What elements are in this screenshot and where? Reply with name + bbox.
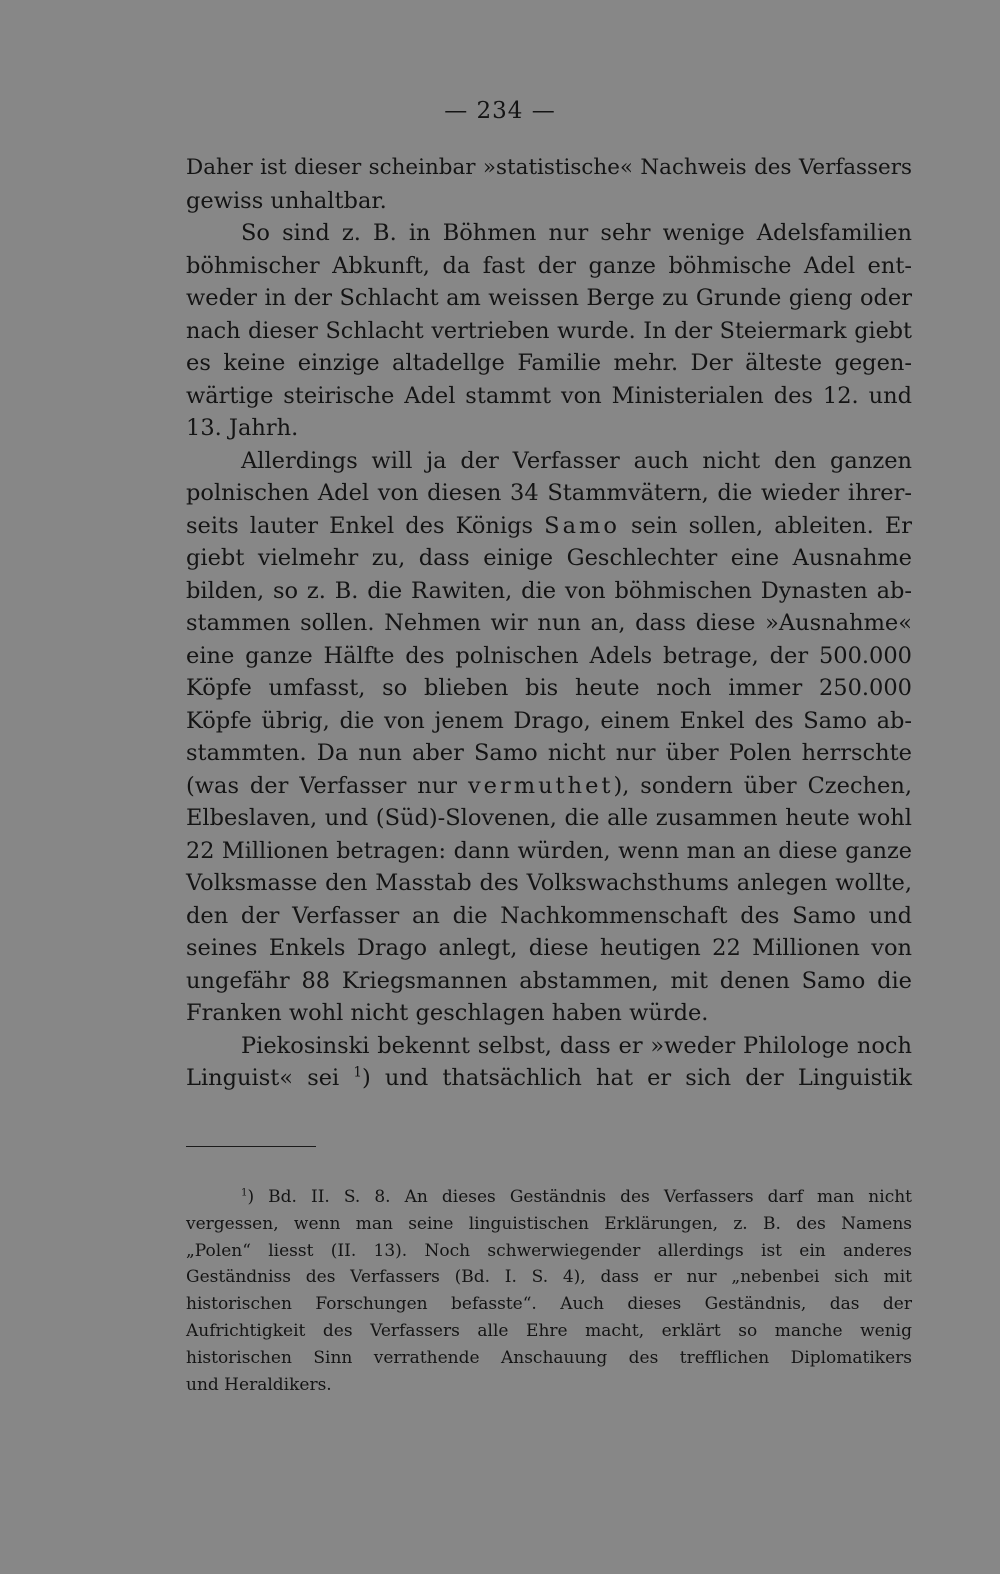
text-line: stammten. Da nun aber Samo nicht nur über Polen herrschte [186, 740, 912, 766]
footnote-line: Geständniss des Verfassers (Bd. I. S. 4), dass er nur „nebenbei sich mit [186, 1267, 912, 1288]
text-line: seines Enkels Drago anlegt, diese heutigen 22 Millionen von [186, 935, 912, 961]
footnote-line: vergessen, wenn man seine linguistischen Erklärungen, z. B. des Namens [186, 1213, 912, 1234]
text-line: den der Verfasser an die Nachkommenschaft des Samo und [186, 902, 912, 929]
text-segment: ) Bd. II. S. 8. An dieses Geständnis des Verfassers darf man nicht [247, 1187, 912, 1207]
footnote-number: 1 [241, 1187, 248, 1199]
text-line: 22 Millionen betragen: dann würden, wenn man an diese ganze [186, 837, 912, 864]
text-line: wärtige steirische Adel stammt von Ministerialen des 12. und [186, 382, 912, 409]
text-line [186, 510, 912, 543]
text-segment: Linguist« sei [186, 1065, 340, 1091]
text-line: Franken wohl nicht geschlagen haben würde. [186, 1000, 709, 1026]
footnote-divider [186, 1146, 316, 1147]
text-line: Piekosinski bekennt selbst, dass er »weder Philologe noch [241, 1032, 912, 1059]
text-segment: seits lauter Enkel des Königs [186, 512, 534, 539]
text-line: es keine einzige altadellge Familie mehr. Der älteste gegen- [186, 350, 912, 376]
footnote-line: historischen Sinn verrathende Anschauung des trefflichen Diplomatikers [186, 1347, 912, 1368]
text-line: böhmischer Abkunft, da fast der ganze böhmische Adel ent- [186, 252, 912, 279]
text-line: polnischen Adel von diesen 34 Stammvätern, die wieder ihrer- [186, 480, 912, 506]
text-line: Volksmasse den Masstab des Volkswachsthums anlegen wollte, [186, 870, 912, 896]
footnote-line [186, 1184, 912, 1211]
text-line: giebt vielmehr zu, dass einige Geschlechter eine Ausnahme [186, 545, 912, 571]
footnote-line: Aufrichtigkeit des Verfassers alle Ehre macht, erklärt so manche wenig [186, 1320, 912, 1341]
main-text [186, 152, 912, 1095]
text-line: Köpfe übrig, die von jenem Drago, einem Enkel des Samo ab- [186, 707, 912, 734]
text-line: stammen sollen. Nehmen wir nun an, dass diese »Ausnahme« [186, 610, 912, 636]
text-line: Köpfe umfasst, so blieben bis heute noch immer 250.000 [186, 675, 912, 701]
text-line [186, 1062, 912, 1095]
emphasized-word: vermuthet [467, 772, 614, 799]
text-line: bilden, so z. B. die Rawiten, die von böhmischen Dynasten ab- [186, 577, 912, 604]
text-segment: sein sollen, ableiten. Er [631, 512, 913, 539]
text-line: So sind z. B. in Böhmen nur sehr wenige Adelsfamilien [241, 220, 912, 246]
text-line [186, 770, 912, 803]
footnote-line: „Polen“ liesst (II. 13). Noch schwerwiegender allerdings ist ein anderes [186, 1240, 912, 1261]
footnote-line: historischen Forschungen befasste“. Auch dieses Geständnis, das der [186, 1294, 912, 1315]
emphasized-name: Samo [544, 512, 620, 539]
page-number: — 234 — [444, 98, 556, 124]
text-line: gewiss unhaltbar. [186, 187, 387, 214]
text-line: Elbeslaven, und (Süd)-Slovenen, die alle zusammen heute wohl [186, 805, 912, 831]
footnote-marker: 1 [353, 1064, 362, 1081]
text-line: weder in der Schlacht am weissen Berge zu Grunde gieng oder [186, 285, 912, 311]
text-line: Daher ist dieser scheinbar »statistische« Nachweis des Verfassers [186, 155, 912, 180]
text-segment: (was der Verfasser nur [186, 772, 458, 799]
text-line: 13. Jahrh. [186, 415, 299, 441]
footnote-line: und Heraldikers. [186, 1374, 332, 1395]
text-line: ungefähr 88 Kriegsmannen abstammen, mit denen Samo die [186, 967, 912, 994]
text-segment: ) und thatsächlich hat er sich der Linguistik [361, 1065, 912, 1091]
text-line: eine ganze Hälfte des polnischen Adels betrage, der 500.000 [186, 642, 912, 669]
footnotes [186, 1184, 912, 1398]
text-segment: ), sondern über Czechen, [613, 772, 913, 799]
text-line: Allerdings will ja der Verfasser auch nicht den ganzen [241, 447, 912, 474]
text-line: nach dieser Schlacht vertrieben wurde. In der Steiermark giebt [186, 317, 912, 344]
